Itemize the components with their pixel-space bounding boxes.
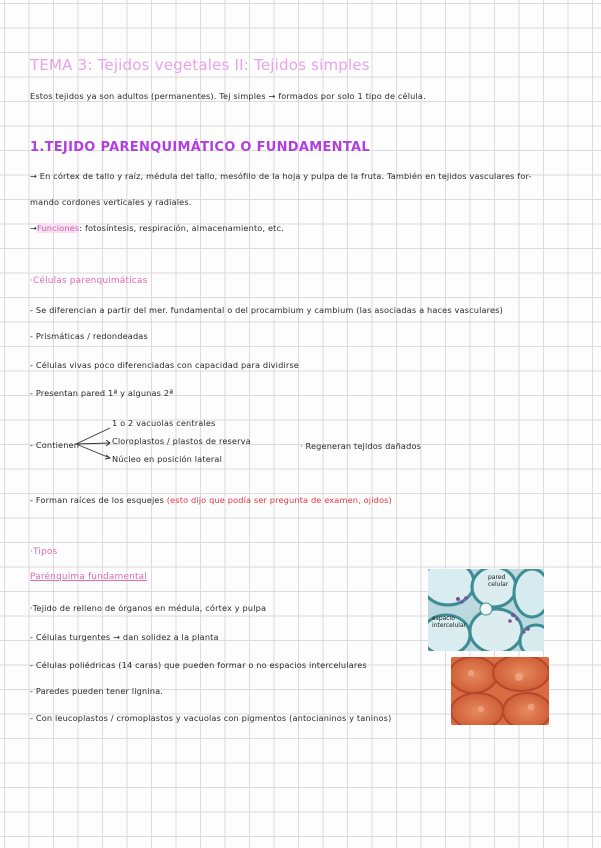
regeneran-text: · Regeneran tejidos dañados <box>300 441 422 451</box>
label-pared-celular: pared celular <box>488 574 509 588</box>
contienen-item-1: 1 o 2 vacuolas centrales <box>112 418 216 428</box>
red-tissue-micrograph <box>451 657 549 725</box>
forman-line <box>30 495 392 505</box>
contienen-label: - Contienen <box>30 440 80 450</box>
parenchyma-cells-drawing <box>428 569 544 651</box>
brace-arrows <box>74 424 114 464</box>
contienen-item-3: Núcleo en posición lateral <box>112 454 222 464</box>
s1-line-2: mando cordones verticales y radiales. <box>30 197 192 207</box>
contienen-item-2: Cloroplastos / plastos de reserva <box>112 436 251 446</box>
tipos-heading: ·Tipos <box>30 547 58 557</box>
par-item-2: - Células turgentes → dan solidez a la planta <box>30 632 219 642</box>
par-item-4: - Paredes pueden tener lignina. <box>30 686 164 696</box>
parenchyma-micrograph <box>428 569 544 651</box>
cells-heading: ·Células parenquimáticas <box>30 276 148 286</box>
funciones-text: : fotosíntesis, respiración, almacenamiento, etc. <box>79 223 284 233</box>
par-item-1: ·Tejido de relleno de órganos en médula, córtex y pulpa <box>30 603 267 613</box>
intro-text: Estos tejidos ya son adultos (permanentes). Tej simples → formados por solo 1 tipo de célula. <box>30 91 426 101</box>
funciones-arrow: → <box>30 223 38 233</box>
cells-item-3: - Células vivas poco diferenciadas con capacidad para dividirse <box>30 360 299 370</box>
forman-note: (esto dijo que podía ser pregunta de examen, ojidos) <box>166 495 392 505</box>
funciones-label: Funciones <box>37 223 80 233</box>
cells-item-1: - Se diferencian a partir del mer. fundamental o del procambium y cambium (las asociadas a haces vasculares) <box>30 305 503 315</box>
par-item-3: - Células poliédricas (14 caras) que pueden formar o no espacios intercelulares <box>30 660 367 670</box>
forman-text: - Forman raíces de los esquejes <box>30 495 164 505</box>
parenquima-heading: Parénquima fundamental <box>30 572 147 582</box>
s1-line-1: → En córtex de tallo y raíz, médula del tallo, mesófilo de la hoja y pulpa de la fruta. También en tejidos vasculares for- <box>30 171 532 181</box>
label-espacio-intercelular: espacio intercelular <box>432 615 467 629</box>
section1-heading: 1.TEJIDO PARENQUIMÁTICO O FUNDAMENTAL <box>30 140 370 155</box>
cells-item-4: - Presentan pared 1ª y algunas 2ª <box>30 388 174 398</box>
red-tissue-drawing <box>451 657 549 725</box>
par-item-5: - Con leucoplastos / cromoplastos y vacuolas con pigmentos (antocianinos y taninos) <box>30 713 392 723</box>
page-title: TEMA 3: Tejidos vegetales II: Tejidos simples <box>30 56 370 74</box>
cells-item-2: - Prismáticas / redondeadas <box>30 331 148 341</box>
s1-funciones <box>30 223 284 233</box>
